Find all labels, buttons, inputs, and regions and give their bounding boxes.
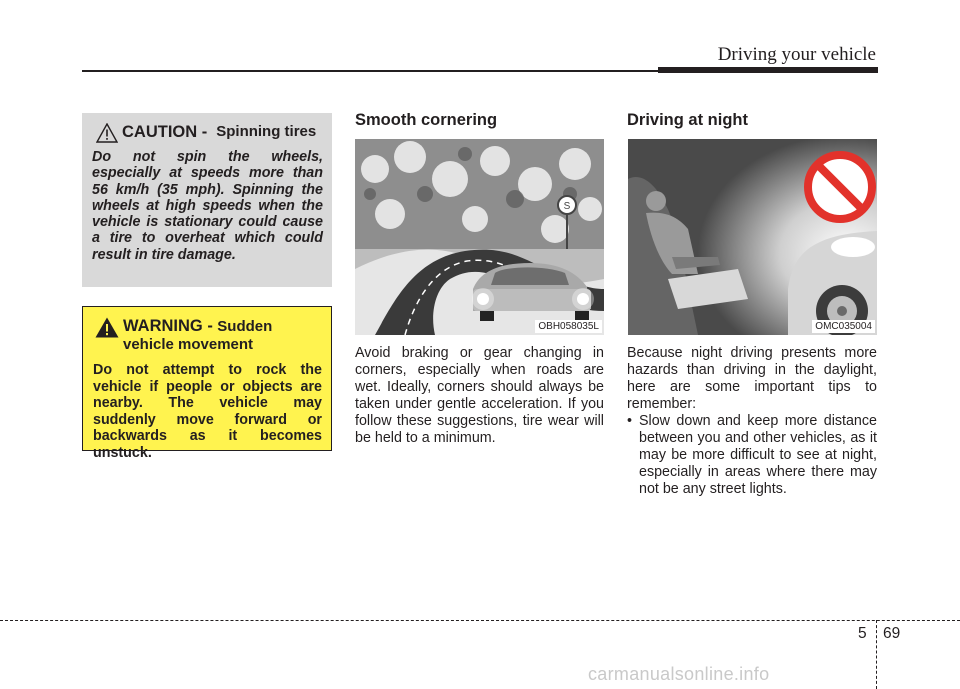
page-header-title: Driving your vehicle [717,44,876,65]
cornering-heading: Smooth cornering [355,111,498,129]
page-number: 69 [883,625,901,642]
footer-page-divider [876,620,877,689]
night-tips-list [627,413,877,498]
caution-body: Do not spin the wheels, especially at speeds more than 56 km/h (35 mph). Spinning the wheels at high speeds when the vehicle is stationary could cause a tire to overheat which could result in tire damage. [92,149,323,263]
warning-title: Sudden vehicle movement [123,318,273,353]
night-figure-code: OMC035004 [812,320,875,333]
cornering-figure-code: OBH058035L [535,320,602,333]
warning-triangle-icon [95,317,119,338]
svg-text:S: S [563,201,571,212]
warning-label: WARNING - [123,317,213,335]
chapter-number: 5 [858,625,867,642]
footer-divider [0,620,960,621]
header-rule-accent [658,67,878,73]
snowy-road-car-image [355,139,604,335]
cornering-body: Avoid braking or gear changing in corners, especially when roads are wet. Ideally, corners should always be taken under gentle acceleration. If you follow these suggestions, tire wear will be held to a minimum. [355,345,604,446]
night-heading: Driving at night [627,111,748,129]
caution-box [82,113,332,287]
list-item: • Slow down and keep more distance between you and other vehicles, as it may be more difficult to see at night, especially in areas where there may not be any street lights. [627,413,877,498]
night-intro: Because night driving presents more hazards than driving in the daylight, here are some important tips to remember: [627,345,877,412]
night-illustration [628,139,877,335]
caution-title: Spinning tires [216,123,317,140]
caution-label: CAUTION - [122,123,208,141]
prohibited-sign-icon [808,155,872,219]
cornering-illustration [355,139,604,335]
night-driving-glare-image [628,139,877,335]
watermark-text: carmanualsonline.info [588,664,770,684]
warning-box [82,306,332,461]
warning-body: Do not attempt to rock the vehicle if people or objects are nearby. The vehicle may suddenly move forward or backwards as it becomes unstuck. [93,362,322,461]
caution-triangle-icon [96,123,118,143]
